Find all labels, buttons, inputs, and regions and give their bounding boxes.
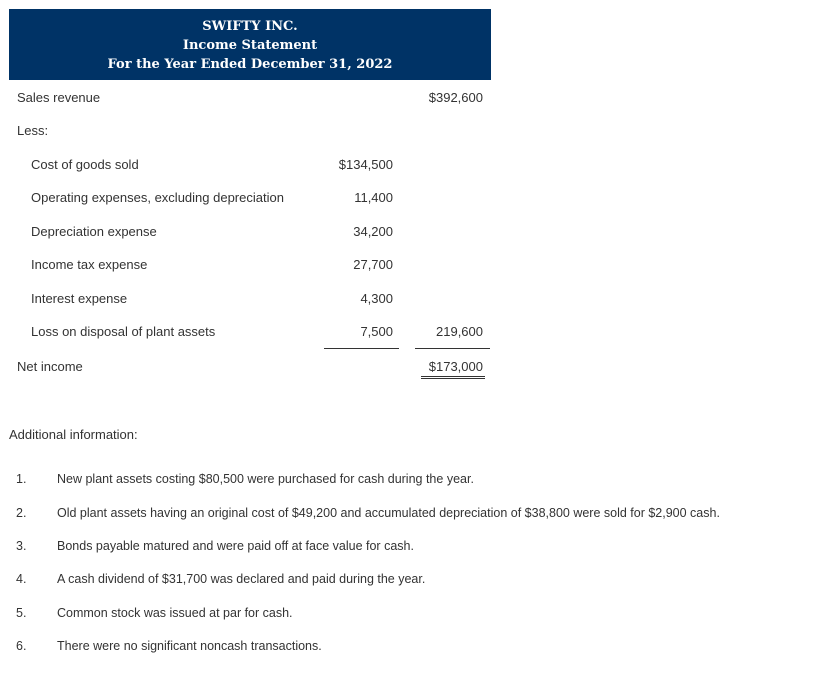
list-item-number: 6.: [16, 639, 27, 653]
list-item: [0, 536, 833, 556]
expense-row: [9, 222, 491, 242]
expense-label: Income tax expense: [31, 257, 148, 272]
expense-amount: $134,500: [338, 157, 393, 172]
total-expenses-amount: 219,600: [436, 324, 483, 339]
less-row: [9, 121, 491, 141]
list-item-number: 3.: [16, 539, 27, 553]
expense-row: [9, 188, 491, 208]
expense-amount: 11,400: [354, 190, 393, 205]
list-item-number: 5.: [16, 606, 27, 620]
expense-amount: 27,700: [353, 257, 393, 272]
expense-row: [9, 322, 491, 342]
list-item-number: 1.: [16, 472, 27, 486]
expense-label: Interest expense: [31, 291, 128, 306]
additional-info-title: Additional information:: [9, 427, 138, 442]
net-income-row: [9, 357, 491, 377]
list-item-text: Old plant assets having an original cost of $49,200 and accumulated depreciation of $38,800 were sold for $2,900 cash.: [57, 506, 720, 520]
expense-row: [9, 155, 491, 175]
sales-amount: $392,600: [428, 90, 483, 105]
list-item-text: There were no significant noncash transactions.: [57, 639, 322, 653]
double-underline: [421, 376, 485, 379]
list-item-text: Common stock was issued at par for cash.: [57, 606, 293, 620]
expense-row: [9, 255, 491, 275]
list-item: [0, 603, 833, 623]
expense-amount: 7,500: [360, 324, 393, 339]
expense-row: [9, 289, 491, 309]
less-label: Less:: [17, 123, 49, 138]
list-item-text: Bonds payable matured and were paid off at face value for cash.: [57, 539, 414, 553]
statement-period: For the Year Ended December 31, 2022: [107, 57, 393, 72]
subtotal-rule: [415, 348, 490, 349]
company-name: SWIFTY INC.: [202, 19, 298, 34]
list-item: [0, 636, 833, 656]
list-item-text: A cash dividend of $31,700 was declared and paid during the year.: [57, 572, 426, 586]
sales-row: [9, 88, 491, 108]
expense-label: Depreciation expense: [31, 224, 157, 239]
sales-label: Sales revenue: [17, 90, 101, 105]
list-item-text: New plant assets costing $80,500 were purchased for cash during the year.: [57, 472, 474, 486]
net-income-amount: $173,000: [428, 359, 483, 374]
list-item: [0, 569, 833, 589]
expense-amount: 34,200: [353, 224, 393, 239]
statement-title: Income Statement: [182, 38, 318, 53]
list-item-number: 2.: [16, 506, 27, 520]
expense-label: Loss on disposal of plant assets: [31, 324, 216, 339]
net-income-label: Net income: [17, 359, 83, 374]
statement-header: [9, 9, 491, 80]
subtotal-rule: [324, 348, 399, 349]
list-item: [0, 469, 833, 489]
list-item-number: 4.: [16, 572, 27, 586]
expense-label: Operating expenses, excluding depreciation: [31, 190, 284, 205]
expense-label: Cost of goods sold: [31, 157, 139, 172]
expense-amount: 4,300: [360, 291, 393, 306]
list-item: [0, 503, 833, 523]
